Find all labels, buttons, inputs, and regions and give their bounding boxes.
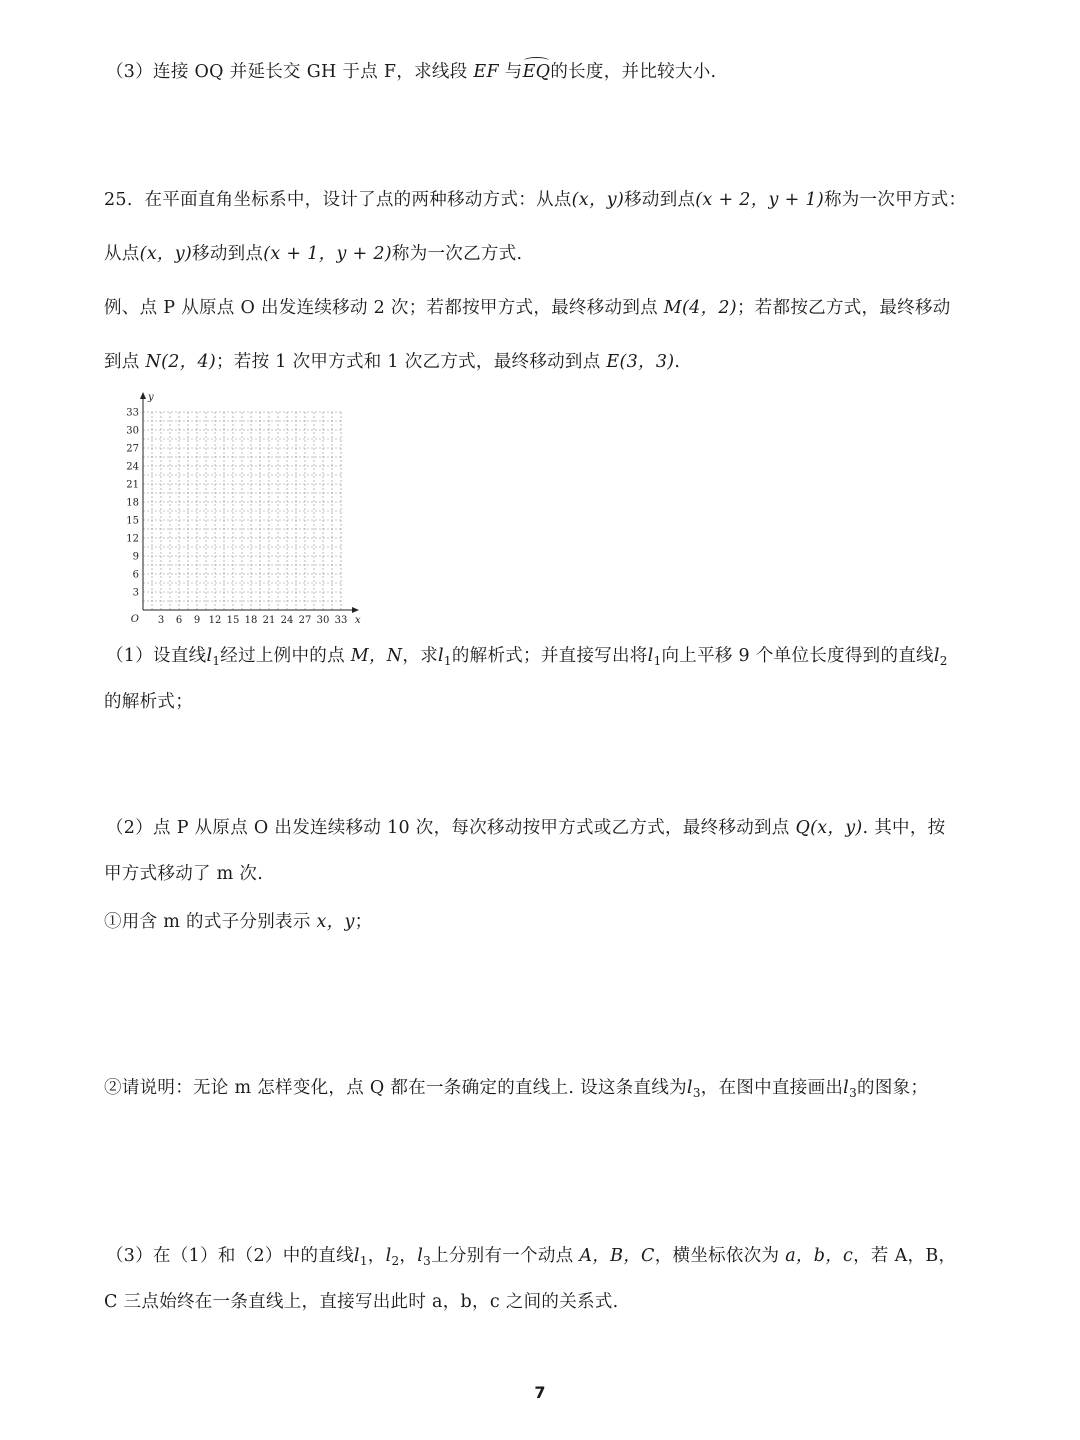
x-tick-label: 33 [334,615,348,626]
y-tick-label: 30 [126,425,139,437]
part3-line1: （3）在（1）和（2）中的直线$l_1$，$l_2$，$l_3$上分别有一个动点 A，B，C，横坐标依次为 a，b，c，若 A，B， [106,1246,957,1268]
q25-intro-line1: 25. 在平面直角坐标系中，设计了点的两种移动方式：从点(x，y)移动到点(x + 2，y + 1)称为一次甲方式： [104,190,967,210]
coordinate-grid [120,388,370,626]
y-tick-label: 3 [132,587,139,599]
q25-intro-line2: 从点(x，y)移动到点(x + 1，y + 2)称为一次乙方式. [104,244,523,264]
y-tick-label: 24 [126,461,139,473]
y-tick-label: 15 [126,515,139,527]
x-tick-label: 24 [280,615,294,626]
x-tick-label: 30 [316,615,330,626]
x-tick-label: 9 [193,615,201,626]
part3-line2: C 三点始终在一条直线上，直接写出此时 a，b，c 之间的关系式. [104,1292,619,1312]
y-tick-label: 6 [132,569,139,581]
origin-label: O [130,614,139,625]
y-tick-label: 12 [126,533,139,545]
x-tick-label: 6 [175,615,183,626]
y-axis-arrow [140,392,146,399]
question-number: 25. [104,190,133,210]
part2-line1: （2）点 P 从原点 O 出发连续移动 10 次，每次移动按甲方式或乙方式，最终移动到点 Q(x，y). 其中，按 [106,818,946,838]
q25-example-line2: 到点 N(2，4)；若按 1 次甲方式和 1 次乙方式，最终移动到点 E(3，3). [104,352,681,372]
x-tick-label: 18 [244,615,258,626]
arc-eq: EQ [522,62,551,82]
y-tick-label: 21 [126,479,139,491]
x-tick-label: 27 [298,615,312,626]
x-tick-label: 12 [208,615,222,626]
segment-ef: EF [473,62,499,82]
y-tick-label: 18 [126,497,139,509]
y-axis-label: y [148,392,154,403]
y-tick-label: 27 [126,443,139,455]
part1-line2: 的解析式； [104,692,193,712]
part2-sub2: ②请说明：无论 m 怎样变化，点 Q 都在一条确定的直线上. 设这条直线为$l_3$，在图中直接画出$l_3$的图象； [104,1078,929,1100]
x-axis-label: x [355,615,361,626]
y-tick-label: 9 [132,551,139,563]
q25-example-line1: 例、点 P 从原点 O 出发连续移动 2 次；若都按甲方式，最终移动到点 M(4，2)；若都按乙方式，最终移动 [104,298,951,318]
x-tick-label: 3 [157,615,165,626]
x-tick-label: 21 [262,615,276,626]
y-tick-label: 33 [126,407,139,419]
q24-part3: （3）连接 OQ 并延长交 GH 于点 F，求线段 EF 与EQ的长度，并比较大小. [106,62,717,82]
part1-line1: （1）设直线$l_1$经过上例中的点 M，N，求$l_1$的解析式；并直接写出将$l_1$向上平移 9 个单位长度得到的直线$l_2$ [106,646,948,668]
part2-sub1: ①用含 m 的式子分别表示 x，y； [104,912,373,932]
x-tick-label: 15 [226,615,240,626]
part2-line2: 甲方式移动了 m 次. [104,864,264,884]
page-number: 7 [534,1383,546,1402]
x-axis-arrow [352,607,359,613]
